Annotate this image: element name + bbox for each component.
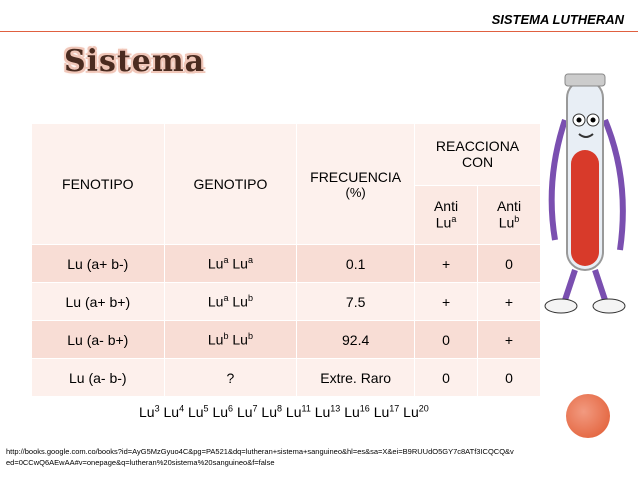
header-anti-lub-sup: b: [514, 214, 520, 225]
antigen-base: Lu: [212, 403, 229, 420]
antigen-base: Lu: [344, 403, 360, 420]
antigen-base: Lu: [314, 403, 331, 420]
cell-frecuencia: 7.5: [297, 283, 415, 321]
header-frecuencia-label: FRECUENCIA: [310, 168, 402, 185]
antigen-item: [261, 404, 282, 420]
table-row: [32, 283, 541, 321]
test-tube-mascot-icon: [535, 60, 635, 320]
cell-anti-lub: +: [478, 283, 541, 321]
cell-frecuencia: 0.1: [297, 245, 415, 283]
antigen-sup: 8: [277, 403, 283, 413]
gen-a-sup: a: [223, 255, 229, 266]
gen-b: Lu: [232, 331, 248, 348]
antigen-sup: 16: [359, 403, 370, 413]
cell-fenotipo: Lu (a- b+): [32, 321, 165, 359]
header-anti-lub-prefix: Anti: [496, 198, 522, 215]
antigen-item: [403, 404, 429, 420]
cell-genotipo: ?: [164, 359, 297, 397]
header-genotipo: GENOTIPO: [164, 124, 297, 245]
header-fenotipo: FENOTIPO: [32, 124, 165, 245]
header-anti-lub-base: Lu: [498, 215, 515, 232]
cell-genotipo: [164, 283, 297, 321]
slide-title: Sistema: [64, 44, 206, 79]
antigen-base: Lu: [163, 403, 180, 420]
cell-frecuencia: 92.4: [297, 321, 415, 359]
gen-b-sup: b: [247, 293, 253, 304]
gen-a: Lu: [207, 255, 224, 272]
gen-b-sup: b: [247, 331, 253, 342]
header-frecuencia: [297, 124, 415, 245]
antigen-sup: 6: [228, 403, 234, 413]
antigen-base: Lu: [139, 403, 155, 420]
antigen-item: [188, 404, 209, 420]
antigen-item: [237, 404, 258, 420]
antigen-sup: 5: [203, 403, 209, 413]
cell-genotipo: [164, 245, 297, 283]
source-url: http://books.google.com.co/books?id=AyG5MzGyuo4C&pg=PA521&dq=lutheran+sistema+sanguineo&hl=es&sa=X&ei=B9RUUdO5GY7c8ATf3ICQCQ&v ed=0CCwQ6AEwAA#v=onepage&q=lutheran%20sistema%20sanguineo&f=false: [6, 447, 514, 467]
header-anti-lub-value: [478, 214, 540, 231]
antigen-base: Lu: [187, 403, 204, 420]
gen-a: Lu: [207, 331, 224, 348]
table-row: [32, 321, 541, 359]
antigen-base: Lu: [373, 403, 390, 420]
antigen-item: [139, 404, 160, 420]
header-anti-lua-value: [415, 214, 477, 231]
antigen-series: [139, 403, 429, 420]
cell-frecuencia: Extre. Raro: [297, 359, 415, 397]
cell-fenotipo: Lu (a- b-): [32, 359, 165, 397]
lutheran-table: [31, 123, 541, 397]
table-row: [32, 245, 541, 283]
table-row: [32, 359, 541, 397]
antigen-base: Lu: [236, 403, 253, 420]
cell-anti-lub: 0: [478, 359, 541, 397]
antigen-base: Lu: [261, 403, 277, 420]
cell-anti-lua: 0: [415, 321, 478, 359]
antigen-sup: 7: [252, 403, 258, 413]
header-anti-lua-prefix: Anti: [433, 198, 459, 215]
header-anti-lub: [478, 185, 541, 245]
gen-b-sup: a: [247, 255, 253, 266]
antigen-sup: 3: [154, 403, 160, 413]
cell-genotipo: [164, 321, 297, 359]
gen-b: Lu: [232, 255, 248, 272]
cell-anti-lua: +: [415, 245, 478, 283]
header-reacciona: REACCIONA CON: [415, 124, 541, 186]
cell-fenotipo: Lu (a+ b-): [32, 245, 165, 283]
antigen-base: Lu: [285, 403, 302, 420]
antigen-item: [212, 404, 233, 420]
antigen-item: [344, 404, 370, 420]
cell-anti-lub: 0: [478, 245, 541, 283]
gen-a-sup: a: [223, 293, 229, 304]
antigen-item: [163, 404, 184, 420]
antigen-sup: 4: [179, 403, 185, 413]
cell-anti-lua: 0: [415, 359, 478, 397]
header-anti-lua-sup: a: [451, 214, 457, 225]
header-title: SISTEMA LUTHERAN: [491, 12, 624, 27]
orange-circle-icon: [566, 394, 610, 438]
antigen-item: [374, 404, 400, 420]
header-frecuencia-unit: (%): [345, 184, 366, 200]
antigen-base: Lu: [403, 403, 419, 420]
header-anti-lua-base: Lu: [435, 215, 452, 232]
table-header-row: [32, 124, 541, 186]
header-anti-lua: [415, 185, 478, 245]
gen-a-sup: b: [223, 331, 229, 342]
header-divider: [0, 31, 638, 32]
antigen-item: [286, 404, 311, 420]
antigen-sup: 20: [418, 403, 429, 413]
antigen-item: [315, 404, 341, 420]
antigen-sup: 17: [389, 403, 400, 413]
cell-anti-lua: +: [415, 283, 478, 321]
gen-a: Lu: [207, 293, 224, 310]
cell-anti-lub: +: [478, 321, 541, 359]
cell-fenotipo: Lu (a+ b+): [32, 283, 165, 321]
gen-b: Lu: [232, 293, 248, 310]
antigen-sup: 13: [330, 403, 341, 413]
antigen-sup: 11: [301, 403, 311, 413]
